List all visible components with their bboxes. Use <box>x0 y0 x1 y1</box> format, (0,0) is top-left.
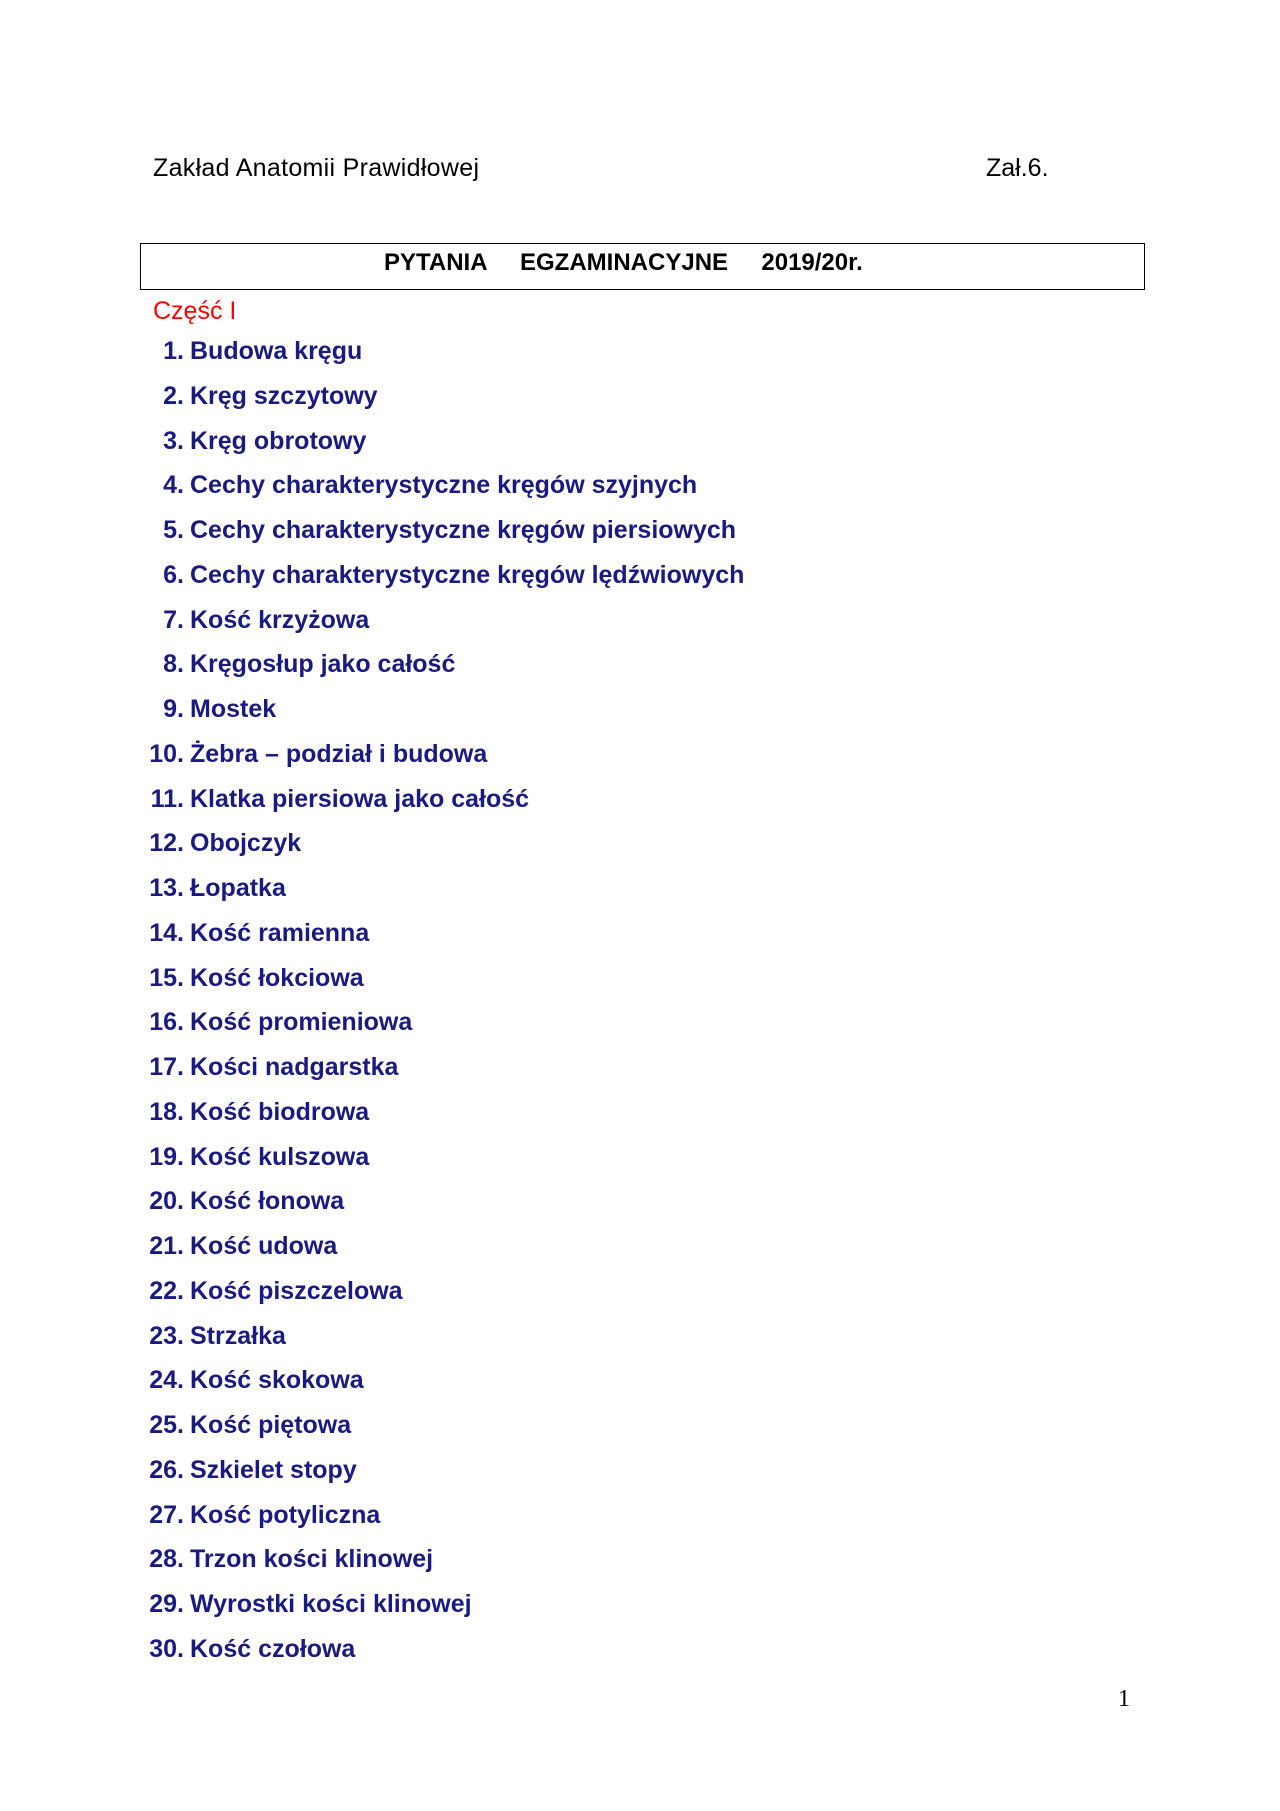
question-number: 4. <box>163 471 184 500</box>
question-text: Kość piszczelowa <box>190 1276 403 1305</box>
question-text: Budowa kręgu <box>190 337 363 365</box>
question-number: 19. <box>149 1142 184 1171</box>
question-number: 27. <box>149 1500 184 1529</box>
question-text: Kość biodrowa <box>190 1097 370 1126</box>
question-number: 5. <box>163 516 184 544</box>
question-number: 21. <box>149 1232 184 1260</box>
question-text: Kręg obrotowy <box>190 426 367 455</box>
question-text: Cechy charakterystyczne kręgów piersiowych <box>190 516 737 544</box>
question-text: Żebra – podział i budowa <box>190 739 488 768</box>
question-text: Cechy charakterystyczne kręgów lędźwiowych <box>190 560 745 589</box>
question-number: 15. <box>149 963 184 992</box>
question-text: Kość ramienna <box>190 918 370 947</box>
question-number: 18. <box>149 1097 184 1126</box>
question-text: Kość krzyżowa <box>190 605 370 634</box>
question-number: 9. <box>163 695 184 723</box>
question-text: Kręgosłup jako całość <box>190 650 456 679</box>
question-text: Kość potyliczna <box>190 1500 381 1529</box>
question-number: 20. <box>149 1187 184 1216</box>
question-text: Strzałka <box>190 1321 286 1350</box>
question-number: 8. <box>163 650 184 679</box>
question-text: Klatka piersiowa jako całość <box>190 784 530 813</box>
question-text: Cechy charakterystyczne kręgów szyjnych <box>190 471 698 500</box>
question-text: Trzon kości klinowej <box>190 1545 434 1574</box>
question-number: 26. <box>149 1455 184 1484</box>
question-number: 24. <box>149 1366 184 1395</box>
question-number: 30. <box>149 1634 184 1663</box>
question-text: Mostek <box>190 695 277 723</box>
question-number: 6. <box>163 560 184 589</box>
question-text: Kość czołowa <box>190 1634 356 1663</box>
question-text: Szkielet stopy <box>190 1455 357 1484</box>
question-number: 16. <box>149 1008 184 1037</box>
question-text: Kość piętowa <box>190 1411 352 1439</box>
question-number: 10. <box>149 739 184 768</box>
question-number: 23. <box>149 1321 184 1350</box>
department-name: Zakład Anatomii Prawidłowej <box>153 154 480 182</box>
page-title: PYTANIA EGZAMINACYJNE 2019/20r. <box>384 249 863 276</box>
question-text: Obojczyk <box>190 829 302 858</box>
page-number: 1 <box>1118 1686 1130 1712</box>
question-text: Kość promieniowa <box>190 1008 413 1037</box>
question-text: Łopatka <box>190 874 286 902</box>
question-number: 25. <box>149 1411 184 1439</box>
question-text: Kość łokciowa <box>190 963 364 992</box>
question-text: Kości nadgarstka <box>190 1053 399 1081</box>
question-text: Wyrostki kości klinowej <box>190 1590 472 1618</box>
question-number: 17. <box>149 1053 184 1081</box>
question-number: 14. <box>149 918 184 947</box>
question-number: 13. <box>149 874 184 902</box>
question-number: 3. <box>163 426 184 455</box>
question-text: Kość udowa <box>190 1232 338 1260</box>
question-number: 22. <box>149 1276 184 1305</box>
section-label: Część I <box>153 297 237 325</box>
question-text: Kość kulszowa <box>190 1142 370 1171</box>
attachment-label: Zał.6. <box>986 154 1049 182</box>
question-text: Kość łonowa <box>190 1187 345 1216</box>
question-text: Kość skokowa <box>190 1366 364 1395</box>
question-number: 2. <box>163 381 184 410</box>
question-number: 1. <box>163 337 184 365</box>
question-text: Kręg szczytowy <box>190 381 378 410</box>
question-number: 11. <box>150 784 184 813</box>
question-number: 12. <box>149 829 184 858</box>
question-number: 7. <box>163 605 184 634</box>
question-number: 29. <box>149 1590 184 1618</box>
question-number: 28. <box>149 1545 184 1574</box>
